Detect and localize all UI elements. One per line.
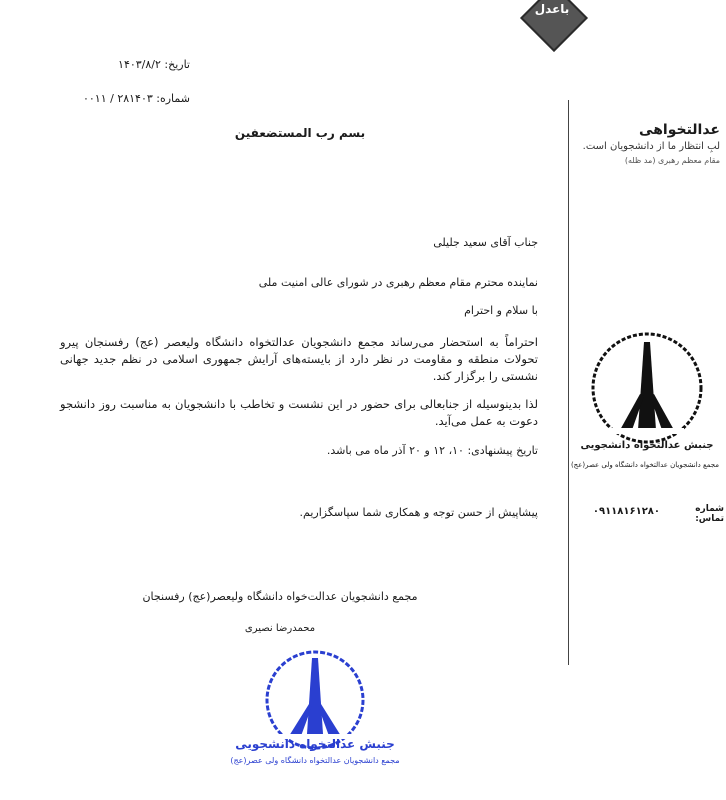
proposed-date: تاریخ پیشنهادی: ۱۰، ۱۲ و ۲۰ آذر ماه می باشد.: [326, 444, 538, 457]
signature-organization: مجمع دانشجویان عدالت‌خواه دانشگاه ولیعصر(عج) رفسنجان: [142, 590, 418, 603]
stamp-subtitle: مجمع دانشجویان عدالتخواه دانشگاه ولی عصر(عج): [230, 756, 400, 765]
logo-name: جنبش عدالتخواه دانشجویی: [580, 440, 714, 451]
greeting: با سلام و احترام: [464, 304, 538, 317]
paragraph-invitation: احتراماً به استحضار می‌رساند مجمع دانشجویان عدالتخواه دانشگاه ولیعصر (عج) رفسنجان پیرو تحولات منطقه و مقاومت در نظر دارد از بایسته‌های آرایش جمهوری اسلامی در نظم جدید جهانی نشستی را برگزار کند.: [60, 335, 538, 383]
closing-line: پیشاپیش از حسن توجه و همکاری شما سپاسگزاریم.: [299, 506, 538, 519]
contact-label: شماره تماس:: [695, 504, 724, 524]
logo-subtitle: مجمع دانشجویان عدالتخواه دانشگاه ولی عصر(عج): [570, 461, 720, 469]
contact-number: ۰۹۱۱۸۱۶۱۲۸۰: [592, 506, 660, 517]
organization-stamp: [215, 648, 415, 798]
sidebar-title: عدالتخواهی: [639, 122, 720, 138]
opening-line: بسم رب المستضعفین: [234, 126, 366, 140]
sidebar-quote: لبِ انتظار ما از دانشجویان است.: [582, 141, 720, 152]
sidebar-divider: [568, 100, 569, 665]
signatory-name: محمدرضا نصیری: [244, 623, 316, 634]
paragraph-request: لذا بدینوسیله از جنابعالی برای حضور در این نشست و تخاطب با دانشجویان به مناسبت روز دانشجو دعوت به عمل می‌آید.: [60, 397, 538, 428]
letter-number: شماره: ۲۸۱۴۰۳ / ۰۰۱۱: [82, 92, 190, 105]
recipient-title: نماینده محترم مقام معظم رهبری در شورای عالی امنیت ملی: [258, 276, 538, 289]
letter-date: تاریخ: ۱۴۰۳/۸/۲: [118, 58, 190, 71]
stamp-name: جنبش عدالتخواه دانشجویی: [235, 737, 395, 751]
sidebar-quote-source: مقام معظم رهبری (مد ظله): [624, 156, 720, 165]
brand-badge-text: باعدل: [534, 2, 570, 16]
recipient-name: جناب آقای سعید جلیلی: [433, 236, 538, 249]
